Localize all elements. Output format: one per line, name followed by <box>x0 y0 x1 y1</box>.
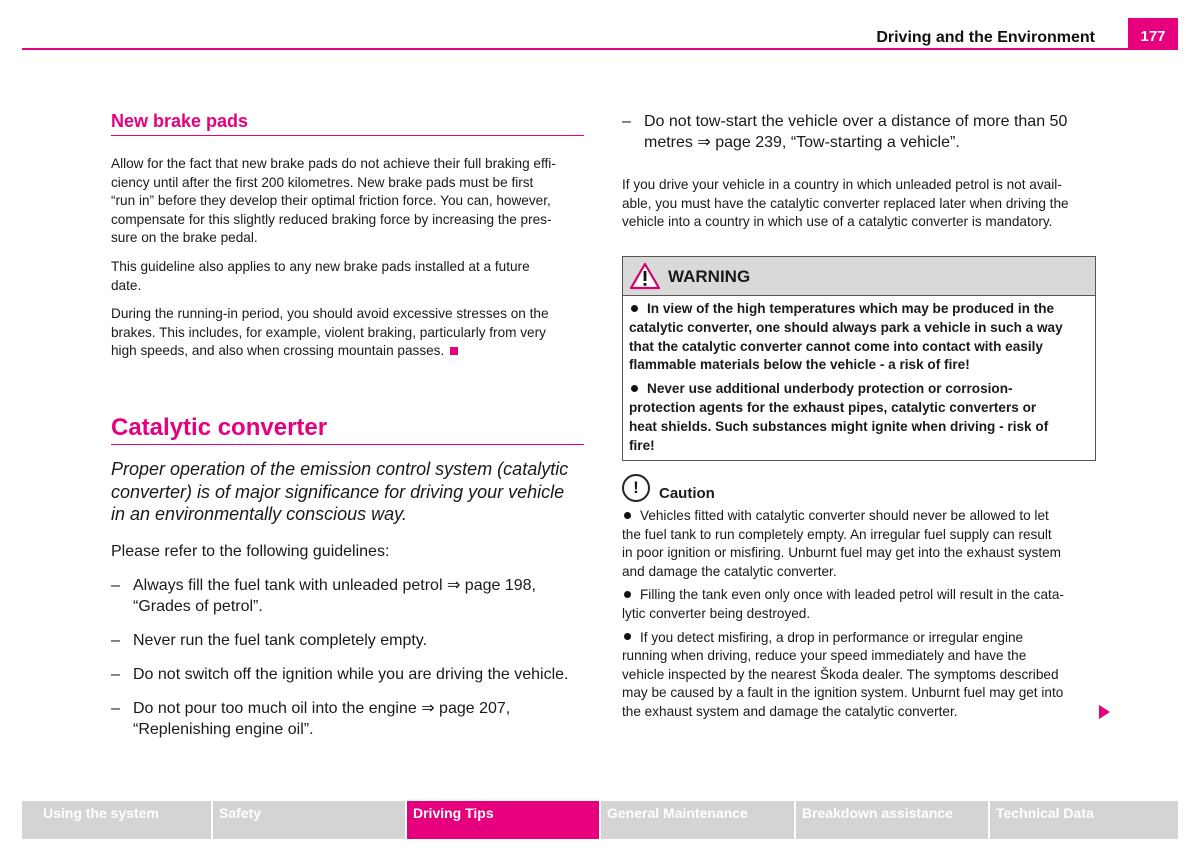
warning-body <box>623 296 1095 455</box>
dash-marker: – <box>111 632 120 649</box>
caution-label: Caution <box>659 485 715 502</box>
caution-exclamation-icon: ! <box>622 474 650 502</box>
text-line: This guideline also applies to any new brake pads installed at a future <box>111 259 530 274</box>
list-item <box>111 665 591 686</box>
text-line: If you drive your vehicle in a country in which unleaded petrol is not avail- <box>622 177 1062 192</box>
list-item <box>111 699 591 740</box>
dash-marker: – <box>111 700 120 717</box>
text-line: “Grades of petrol”. <box>133 597 263 615</box>
text-line: “Replenishing engine oil”. <box>133 720 314 738</box>
warning-label: WARNING <box>668 267 751 286</box>
text-line: Do not pour too much oil into the engine ⇒ page 207, <box>133 700 511 717</box>
text-line: Vehicles fitted with catalytic converter should never be allowed to let <box>640 508 1049 523</box>
text-line: compensate for this slightly reduced braking force by increasing the pres- <box>111 211 552 227</box>
list-item <box>111 631 591 652</box>
text-line-with-end-mark <box>111 342 591 361</box>
text-line: in poor ignition or misfiring. Unburnt fuel may get into the exhaust system <box>622 545 1061 561</box>
text-line: Allow for the fact that new brake pads do not achieve their full braking effi- <box>111 156 556 171</box>
running-header-title: Driving and the Environment <box>876 29 1095 46</box>
warning-item <box>629 380 1089 455</box>
text-line: Filling the tank even only once with leaded petrol will result in the cata- <box>640 587 1064 603</box>
text-line: During the running-in period, you should avoid excessive stresses on the <box>111 306 549 321</box>
end-of-section-icon <box>450 347 458 355</box>
nav-tab-label: Technical Data <box>996 805 1094 821</box>
nav-tab-label: Safety <box>219 805 262 821</box>
text-line: In view of the high temperatures which may be produced in the <box>647 301 1055 316</box>
text-line: heat shields. Such substances might ignite when driving - risk of <box>629 418 1049 434</box>
text-line: catalytic converter, one should always park a vehicle in such a way <box>629 319 1063 335</box>
warning-triangle-icon <box>629 262 661 290</box>
text-line: the fuel tank to run completely empty. An irregular fuel supply can result <box>622 526 1052 542</box>
text-line: Never use additional underbody protection or corrosion- <box>647 381 1013 397</box>
text-line: Proper operation of the emission control system (catalytic <box>111 459 569 479</box>
brake-pads-paragraph-1 <box>111 155 591 248</box>
caution-item <box>622 629 1102 722</box>
caution-item <box>622 586 1102 623</box>
guidelines-intro: Please refer to the following guidelines: <box>111 543 390 560</box>
text-line: lytic converter being destroyed. <box>622 605 811 621</box>
nav-tab-label: General Maintenance <box>607 805 748 821</box>
nav-tab-breakdown-assistance[interactable] <box>796 801 988 839</box>
bullet-icon <box>631 385 638 392</box>
next-page-arrow-icon[interactable] <box>1099 705 1110 719</box>
text-line: Do not tow-start the vehicle over a distance of more than 50 <box>644 113 1068 130</box>
text-line: protection agents for the exhaust pipes, catalytic converters or <box>629 399 1037 415</box>
header-rule <box>22 48 1178 50</box>
text-line: vehicle into a country in which use of a catalytic converter is mandatory. <box>622 214 1053 230</box>
warning-item <box>629 300 1089 375</box>
text-line: and damage the catalytic converter. <box>622 563 837 579</box>
text-line: Do not switch off the ignition while you are driving the vehicle. <box>133 666 569 683</box>
caution-body <box>622 507 1102 722</box>
text-line: If you detect misfiring, a drop in performance or irregular engine <box>640 629 1024 645</box>
bullet-icon <box>631 305 638 312</box>
lead-paragraph <box>111 458 591 526</box>
text-line: metres ⇒ page 239, “Tow-starting a vehicle”. <box>644 133 960 151</box>
text-line: that the catalytic converter cannot come into contact with easily <box>629 338 1043 354</box>
text-line: may be caused by a fault in the ignition system. Unburnt fuel may get into <box>622 685 1064 701</box>
text-line: ciency until after the first 200 kilometres. New brake pads must be first <box>111 174 534 190</box>
nav-tab-safety[interactable] <box>213 801 405 839</box>
nav-tab-general-maintenance[interactable] <box>601 801 794 839</box>
page-number: 177 <box>1128 18 1178 50</box>
text-line: in an environmentally conscious way. <box>111 504 407 524</box>
text-line: Always fill the fuel tank with unleaded petrol ⇒ page 198, <box>133 577 536 594</box>
text-line: able, you must have the catalytic converter replaced later when driving the <box>622 195 1069 211</box>
unleaded-petrol-paragraph <box>622 176 1102 232</box>
section-heading-brake-pads: New brake pads <box>111 111 584 136</box>
text-line: Never run the fuel tank completely empty. <box>133 632 428 649</box>
nav-tab-label: Driving Tips <box>413 805 494 821</box>
list-item <box>111 576 591 617</box>
bullet-icon <box>624 512 631 519</box>
nav-tab-label: Breakdown assistance <box>802 805 953 821</box>
bullet-icon <box>624 591 631 598</box>
text-line: running when driving, reduce your speed immediately and have the <box>622 648 1027 664</box>
nav-tab-driving-tips[interactable] <box>407 801 599 839</box>
text-line: high speeds, and also when crossing mountain passes. <box>111 343 445 359</box>
text-line: converter) is of major significance for driving your vehicle <box>111 481 565 502</box>
brake-pads-paragraph-3 <box>111 305 591 361</box>
text-line: the exhaust system and damage the catalytic converter. <box>622 703 958 719</box>
dash-marker: – <box>622 113 631 130</box>
text-line: date. <box>111 277 142 293</box>
nav-tab-using-the-system[interactable] <box>22 801 211 839</box>
text-line: “run in” before they develop their optimal friction force. You can, however, <box>111 193 551 209</box>
warning-box <box>622 256 1096 461</box>
bullet-icon <box>624 633 631 640</box>
nav-tab-label: Using the system <box>43 805 159 821</box>
dash-marker: – <box>111 666 120 683</box>
text-line: sure on the brake pedal. <box>111 230 258 246</box>
dash-marker: – <box>111 577 120 594</box>
section-heading-catalytic-converter: Catalytic converter <box>111 414 584 445</box>
text-line: fire! <box>629 437 655 453</box>
caution-item <box>622 507 1102 581</box>
brake-pads-paragraph-2 <box>111 258 591 295</box>
text-line: brakes. This includes, for example, violent braking, particularly from very <box>111 324 546 340</box>
text-line: vehicle inspected by the nearest Škoda dealer. The symptoms described <box>622 666 1059 682</box>
list-item <box>622 112 1102 153</box>
warning-header <box>623 257 1095 296</box>
text-line: flammable materials below the vehicle - a risk of fire! <box>629 357 970 373</box>
nav-tab-technical-data[interactable] <box>990 801 1178 839</box>
